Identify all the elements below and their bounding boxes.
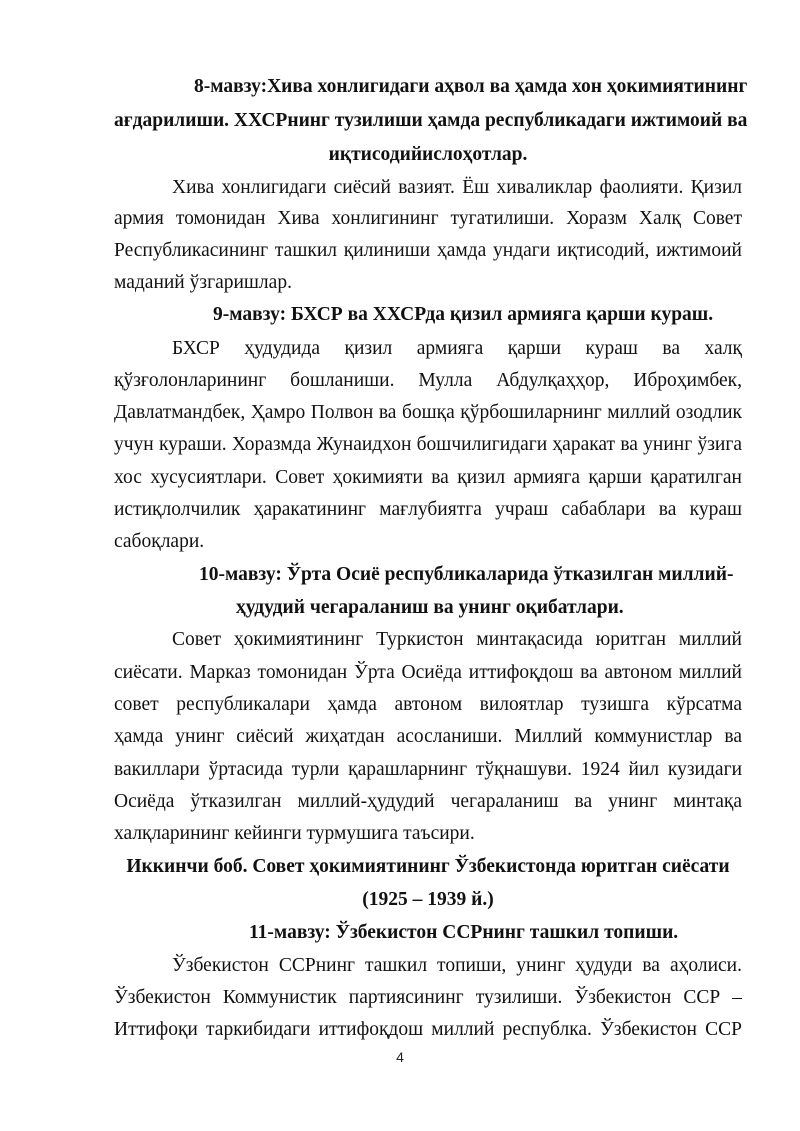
section-9-body-line-5: хос хусусиятлари. Совет ҳокимияти ва қизил армияга қарши қаратилган bbox=[114, 467, 742, 488]
page-number: 4 bbox=[396, 1049, 404, 1065]
section-10-heading-line-1: 10-мавзу: Ўрта Осиё республикаларида ўтказилган миллий- bbox=[199, 564, 734, 585]
section-10-body-line-2: сиёсати. Марказ томонидан Ўрта Осиёда иттифоқдош ва автоном миллий bbox=[114, 662, 742, 683]
section-11-body-line-2: Ўзбекистон Коммунистик партиясининг тузилиши. Ўзбекистон ССР – bbox=[114, 987, 742, 1008]
section-10-heading-line-2: ҳудудий чегараланиш ва унинг оқибатлари. bbox=[236, 597, 624, 618]
section-10-body-line-6: Осиёда ўтказилган миллий-ҳудудий чегараланиш ва унинг минтақа bbox=[114, 791, 742, 812]
section-9-body-line-4: учун кураши. Хоразмда Жунаидхон бошчилигидаги ҳаракат ва унинг ўзига bbox=[114, 434, 742, 455]
section-9-body-line-7: сабоқлари. bbox=[114, 531, 205, 552]
section-10-body-line-1: Совет ҳокимиятининг Туркистон минтақасида юритган миллий bbox=[172, 629, 742, 650]
section-10-body-line-3: совет республикалари ҳамда автоном вилоятлар тузишга кўрсатма bbox=[114, 694, 742, 715]
section-11-heading: 11-мавзу: Ўзбекистон ССРнинг ташкил топиши. bbox=[249, 922, 679, 943]
section-9-body-line-2: қўзғолонларининг бошланиши. Мулла Абдулқаҳҳор, Иброҳимбек, bbox=[114, 370, 742, 391]
section-8-heading-line-3: иқтисодийислоҳотлар. bbox=[328, 144, 528, 165]
section-8-body-line-3: Республикасининг ташкил қилиниши ҳамда ундаги иқтисодий, ижтимоий bbox=[114, 240, 742, 261]
section-10-body-line-5: вакиллари ўртасида турли қарашларнинг тўқнашуви. 1924 йил кузидаги bbox=[114, 759, 742, 780]
section-11-body-line-1: Ўзбекистон ССРнинг ташкил топиши, унинг ҳудуди ва аҳолиси. bbox=[172, 955, 742, 976]
chapter-2-heading-line-2: (1925 – 1939 й.) bbox=[362, 889, 494, 910]
section-8-body-line-2: армия томонидан Хива хонлигининг тугатилиши. Хоразм Халқ Совет bbox=[114, 208, 742, 229]
section-10-body-line-7: халқларининг кейинги турмушига таъсири. bbox=[114, 823, 475, 844]
section-8-body-line-4: маданий ўзгаришлар. bbox=[114, 272, 292, 293]
section-8-body-line-1: Хива хонлигидаги сиёсий вазият. Ёш хиваликлар фаолияти. Қизил bbox=[172, 177, 742, 198]
section-11-body-line-3: Иттифоқи таркибидаги иттифоқдош миллий республка. Ўзбекистон ССР bbox=[114, 1019, 742, 1040]
section-8-heading-line-2: ағдарилиши. ХХСРнинг тузилиши ҳамда республикадаги ижтимоий ва bbox=[114, 110, 748, 131]
chapter-2-heading-line-1: Иккинчи боб. Совет ҳокимиятининг Ўзбекистонда юритган сиёсати bbox=[126, 856, 730, 877]
section-10-body-line-4: ҳамда унинг сиёсий жиҳатдан асосланиши. Миллий коммунистлар ва bbox=[114, 726, 742, 747]
section-9-body-line-6: истиқлолчилик ҳаракатининг мағлубиятга учраш сабаблари ва кураш bbox=[114, 499, 742, 520]
section-8-heading-line-1: 8-мавзу:Хива хонлигидаги аҳвол ва ҳамда хон ҳокимиятининг bbox=[194, 76, 748, 97]
section-9-body-line-1: БХСР ҳудудида қизил армияга қарши кураш ва халқ bbox=[172, 338, 742, 359]
section-9-heading: 9-мавзу: БХСР ва ХХСРда қизил армияга қарши кураш. bbox=[213, 304, 714, 325]
section-9-body-line-3: Давлатмандбек, Ҳамро Полвон ва бошқа қўрбошиларнинг миллий озодлик bbox=[114, 402, 742, 423]
